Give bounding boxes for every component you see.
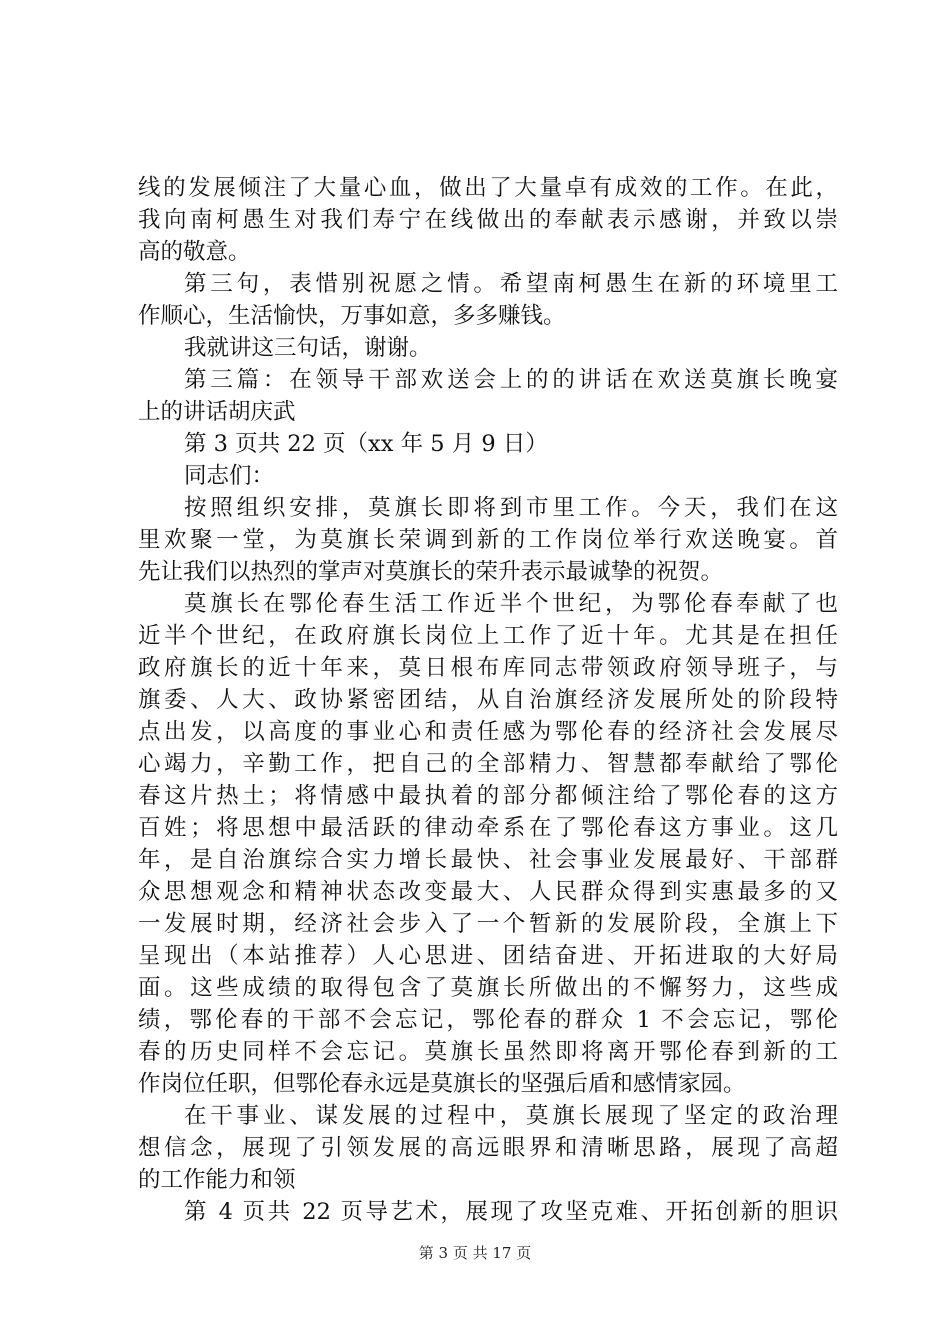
text-line: 我向南柯愚生对我们寿宁在线做出的奉献表示感谢，并致以崇: [138, 207, 838, 233]
text-line: 我就讲这三句话，谢谢。: [184, 335, 432, 361]
page-footer: 第 3 页 共 17 页: [418, 1244, 532, 1262]
text-line: 作顺心，生活愉快，万事如意，多多赚钱。: [138, 303, 566, 329]
text-line: 旗委、人大、政协紧密团结，从自治旗经济发展所处的阶段特: [138, 687, 838, 713]
text-line: 里欢聚一堂，为莫旗长荣调到新的工作岗位举行欢送晚宴。首: [138, 527, 838, 553]
text-line: 百姓；将思想中最活跃的律动牵系在了鄂伦春这方事业。这几: [138, 815, 838, 841]
text-line: 按照组织安排，莫旗长即将到市里工作。今天，我们在这: [184, 495, 838, 521]
text-line: 线的发展倾注了大量心血，做出了大量卓有成效的工作。在此，: [138, 175, 838, 201]
text-line: 第 3 页共 22 页（xx 年 5 月 9 日）: [184, 431, 548, 457]
text-line: 近半个世纪，在政府旗长岗位上工作了近十年。尤其是在担任: [138, 623, 838, 649]
text-line: 同志们：: [184, 463, 275, 489]
text-line: 面。这些成绩的取得包含了莫旗长所做出的不懈努力，这些成: [138, 975, 838, 1001]
text-line: 高的敬意。: [138, 239, 251, 265]
text-line: 第三篇：在领导干部欢送会上的的讲话在欢送莫旗长晚宴: [184, 367, 838, 393]
text-line: 作岗位任职，但鄂伦春永远是莫旗长的坚强后盾和感情家园。: [138, 1071, 746, 1097]
text-line: 第三句，表惜别祝愿之情。希望南柯愚生在新的环境里工: [184, 271, 838, 297]
text-line: 上的讲话胡庆武: [138, 399, 296, 425]
text-line: 春这片热土；将情感中最执着的部分都倾注给了鄂伦春的这方: [138, 783, 838, 809]
document-body: [138, 172, 838, 1228]
text-line: 政府旗长的近十年来，莫日根布库同志带领政府领导班子，与: [138, 655, 838, 681]
text-line: 呈现出（本站推荐）人心思进、团结奋进、开拓进取的大好局: [138, 943, 838, 969]
text-line: 春的历史同样不会忘记。莫旗长虽然即将离开鄂伦春到新的工: [138, 1039, 838, 1065]
text-line: 一发展时期，经济社会步入了一个暂新的发展阶段，全旗上下: [138, 911, 838, 937]
text-line: 第 4 页共 22 页导艺术，展现了攻坚克难、开拓创新的胆识: [184, 1199, 838, 1225]
text-line: 绩，鄂伦春的干部不会忘记，鄂伦春的群众 1 不会忘记，鄂伦: [138, 1007, 838, 1033]
text-line: 的工作能力和领: [138, 1167, 296, 1193]
text-line: 先让我们以热烈的掌声对莫旗长的荣升表示最诚挚的祝贺。: [138, 559, 724, 585]
text-line: 年，是自治旗综合实力增长最快、社会事业发展最好、干部群: [138, 847, 838, 873]
text-line: 在干事业、谋发展的过程中，莫旗长展现了坚定的政治理: [184, 1103, 838, 1129]
text-line: 莫旗长在鄂伦春生活工作近半个世纪，为鄂伦春奉献了也: [184, 591, 838, 617]
text-line: 想信念，展现了引领发展的高远眼界和清晰思路，展现了高超: [138, 1135, 838, 1161]
text-line: 心竭力，辛勤工作，把自己的全部精力、智慧都奉献给了鄂伦: [138, 751, 838, 777]
text-line: 众思想观念和精神状态改变最大、人民群众得到实惠最多的又: [138, 879, 838, 905]
text-line: 点出发，以高度的事业心和责任感为鄂伦春的经济社会发展尽: [138, 719, 838, 745]
